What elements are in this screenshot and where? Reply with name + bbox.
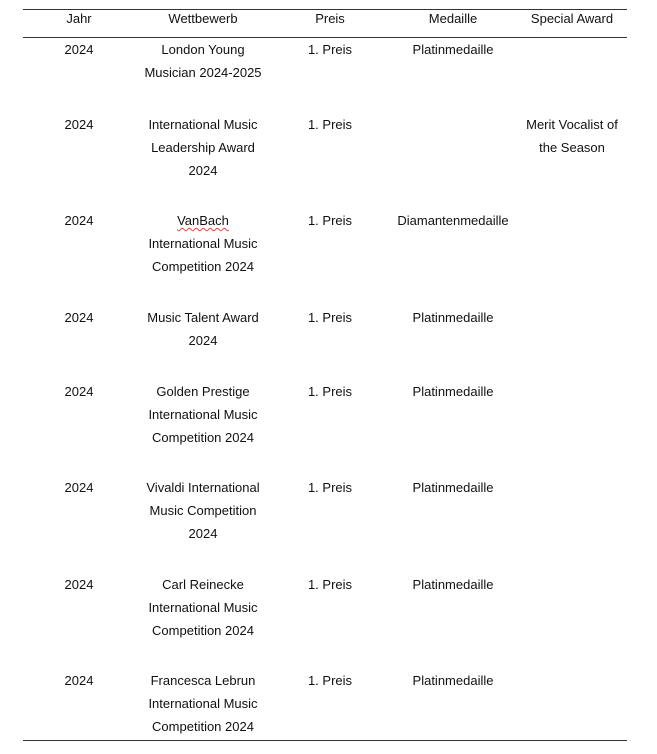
cell-medaille: Platinmedaille bbox=[412, 384, 494, 399]
cell-wettbewerb bbox=[135, 306, 271, 352]
wettbewerb-line: Musician 2024-2025 bbox=[144, 65, 262, 80]
cell-jahr: 2024 bbox=[64, 577, 94, 592]
wettbewerb-line: International Music bbox=[148, 696, 258, 711]
cell-wettbewerb bbox=[135, 573, 271, 642]
table-header-row bbox=[23, 10, 627, 38]
wettbewerb-line: Music Talent Award bbox=[147, 310, 259, 325]
wettbewerb-line: International Music bbox=[148, 236, 258, 251]
cell-preis: 1. Preis bbox=[307, 117, 353, 132]
wettbewerb-line: Competition 2024 bbox=[152, 719, 254, 734]
special-award-line: the Season bbox=[539, 140, 605, 155]
wettbewerb-line: Music Competition bbox=[149, 503, 257, 518]
wettbewerb-line: International Music bbox=[148, 407, 258, 422]
wettbewerb-line: Vivaldi International bbox=[146, 480, 260, 495]
cell-medaille: Platinmedaille bbox=[412, 310, 494, 325]
wettbewerb-line: International Music bbox=[148, 117, 258, 132]
cell-wettbewerb bbox=[135, 669, 271, 738]
spellcheck-word: VanBach bbox=[177, 213, 229, 228]
wettbewerb-line: Competition 2024 bbox=[152, 430, 254, 445]
cell-preis: 1. Preis bbox=[307, 384, 353, 399]
awards-table bbox=[23, 9, 627, 741]
cell-preis: 1. Preis bbox=[307, 42, 353, 57]
wettbewerb-line: 2024 bbox=[188, 333, 218, 348]
cell-special-award bbox=[517, 113, 627, 159]
header-medaille: Medaille bbox=[428, 11, 478, 26]
cell-wettbewerb bbox=[135, 113, 271, 182]
header-wettbewerb: Wettbewerb bbox=[168, 11, 238, 26]
cell-medaille: Platinmedaille bbox=[412, 42, 494, 57]
cell-jahr: 2024 bbox=[64, 480, 94, 495]
cell-preis: 1. Preis bbox=[307, 673, 353, 688]
cell-preis: 1. Preis bbox=[307, 310, 353, 325]
wettbewerb-line: Competition 2024 bbox=[152, 259, 254, 274]
cell-medaille: Diamantenmedaille bbox=[397, 213, 509, 228]
wettbewerb-line: Golden Prestige bbox=[156, 384, 250, 399]
special-award-line: Merit Vocalist of bbox=[526, 117, 618, 132]
cell-jahr: 2024 bbox=[64, 213, 94, 228]
cell-jahr: 2024 bbox=[64, 117, 94, 132]
cell-preis: 1. Preis bbox=[307, 577, 353, 592]
cell-wettbewerb bbox=[135, 380, 271, 449]
header-special-award: Special Award bbox=[530, 11, 614, 26]
cell-wettbewerb bbox=[135, 476, 271, 545]
cell-jahr: 2024 bbox=[64, 310, 94, 325]
cell-jahr: 2024 bbox=[64, 673, 94, 688]
header-preis: Preis bbox=[315, 11, 345, 26]
cell-preis: 1. Preis bbox=[307, 480, 353, 495]
cell-wettbewerb bbox=[135, 38, 271, 84]
wettbewerb-line: International Music bbox=[148, 600, 258, 615]
cell-medaille: Platinmedaille bbox=[412, 577, 494, 592]
header-jahr: Jahr bbox=[66, 11, 92, 26]
wettbewerb-line: Leadership Award bbox=[151, 140, 255, 155]
wettbewerb-line: 2024 bbox=[188, 526, 218, 541]
wettbewerb-line: Francesca Lebrun bbox=[150, 673, 256, 688]
wettbewerb-line: Competition 2024 bbox=[152, 623, 254, 638]
cell-wettbewerb bbox=[135, 209, 271, 278]
cell-medaille: Platinmedaille bbox=[412, 673, 494, 688]
wettbewerb-line: 2024 bbox=[188, 163, 218, 178]
wettbewerb-line: Carl Reinecke bbox=[162, 577, 244, 592]
cell-jahr: 2024 bbox=[64, 384, 94, 399]
cell-jahr: 2024 bbox=[64, 42, 94, 57]
wettbewerb-line: London Young bbox=[161, 42, 245, 57]
cell-medaille: Platinmedaille bbox=[412, 480, 494, 495]
wettbewerb-line bbox=[135, 209, 271, 232]
cell-preis: 1. Preis bbox=[307, 213, 353, 228]
